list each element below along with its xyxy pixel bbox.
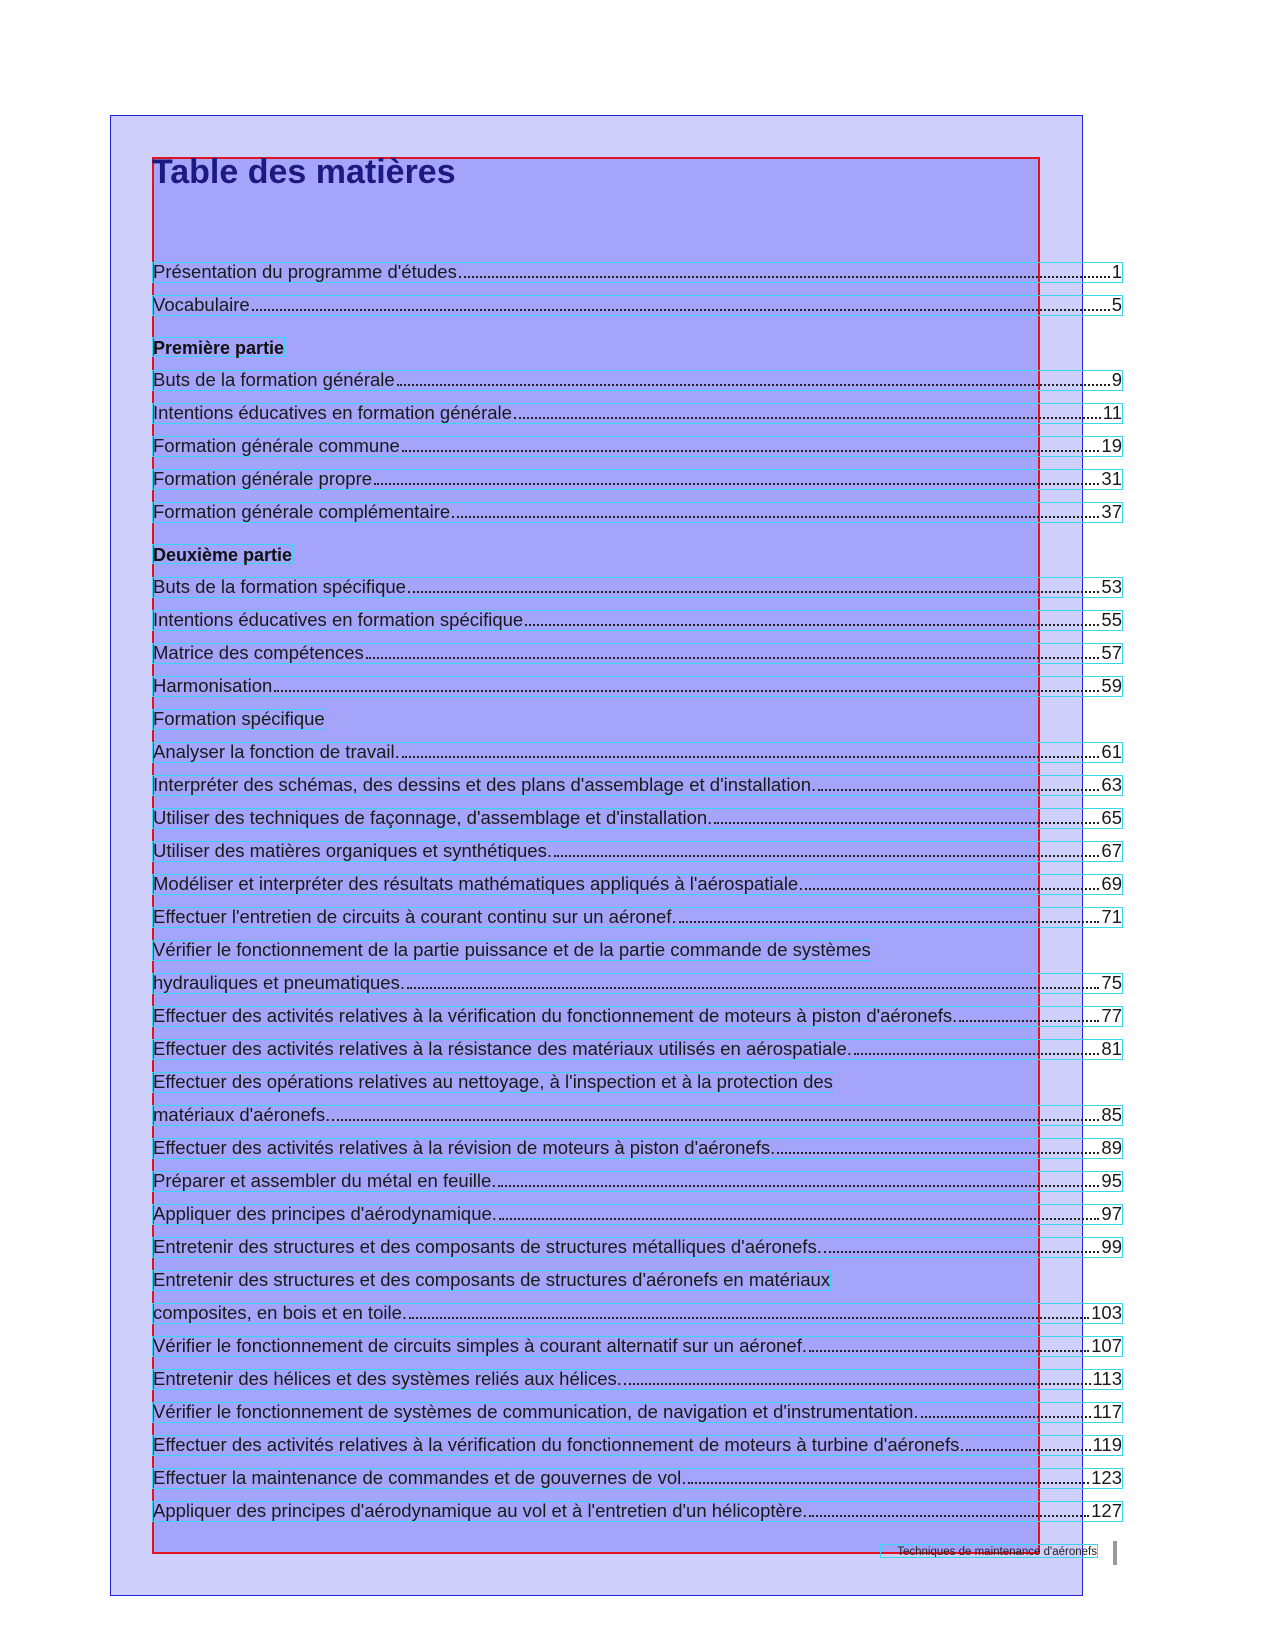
toc-page-number: 123: [1091, 1468, 1122, 1488]
toc-entry[interactable]: [152, 676, 1123, 697]
toc-page-number: 85: [1101, 1105, 1122, 1125]
toc-entry[interactable]: [152, 1171, 1123, 1192]
toc-page-number: 9: [1111, 370, 1122, 390]
toc-page-number: 75: [1101, 973, 1122, 993]
toc-dot-leader: [374, 483, 1099, 485]
toc-dot-leader: [966, 1449, 1090, 1451]
toc-entry-label: Formation générale complémentaire: [153, 502, 451, 522]
toc-entry-label: Utiliser des matières organiques et synthétiques.: [153, 841, 552, 861]
toc-page-number: 89: [1101, 1138, 1122, 1158]
toc-entry[interactable]: [152, 1435, 1123, 1456]
toc-entry-label: composites, en bois et en toile.: [153, 1303, 408, 1323]
toc-dot-leader: [514, 417, 1101, 419]
toc-entry[interactable]: [152, 1039, 1123, 1060]
toc-page-number: 63: [1101, 775, 1122, 795]
toc-page-number: 127: [1091, 1501, 1122, 1521]
toc-entry-label: Utiliser des techniques de façonnage, d'assemblage et d'installation.: [153, 808, 713, 828]
toc-entry-label: Formation générale commune: [153, 436, 400, 456]
toc-entry[interactable]: [152, 502, 1123, 523]
toc-entry[interactable]: [152, 775, 1123, 796]
toc-entry[interactable]: [152, 808, 1123, 829]
toc-entry[interactable]: [152, 1369, 1123, 1390]
toc-entry[interactable]: [152, 436, 1123, 457]
toc-dot-leader: [777, 1152, 1099, 1154]
toc-entry-label: Effectuer des opérations relatives au nettoyage, à l'inspection et à la protection des: [153, 1072, 833, 1092]
footer-document-title: Techniques de maintenance d'aéronefs: [880, 1544, 1098, 1558]
toc-page-number: 31: [1101, 469, 1122, 489]
toc-dot-leader: [402, 756, 1100, 758]
toc-page-number: 1: [1111, 262, 1122, 282]
toc-dot-leader: [809, 1515, 1089, 1517]
toc-page-number: 117: [1092, 1402, 1122, 1422]
toc-page-number: 67: [1101, 841, 1122, 861]
toc-line: [152, 940, 872, 961]
toc-dot-leader: [402, 450, 1100, 452]
toc-dot-leader: [554, 855, 1099, 857]
toc-line: [152, 1270, 831, 1291]
toc-page-number: 65: [1101, 808, 1122, 828]
toc-entry-label: Entretenir des hélices et des systèmes reliés aux hélices.: [153, 1369, 622, 1389]
toc-page-number: 77: [1101, 1006, 1122, 1026]
toc-dot-leader: [818, 789, 1099, 791]
toc-section-heading: Première partie: [153, 338, 285, 358]
toc-page-number: 5: [1111, 295, 1122, 315]
toc-entry-label: Buts de la formation spécifique: [153, 577, 406, 597]
toc-page-number: 81: [1101, 1039, 1122, 1059]
toc-entry[interactable]: [152, 907, 1123, 928]
toc-line: [152, 1072, 834, 1093]
toc-page-number: 69: [1101, 874, 1122, 894]
toc-entry-label: Formation spécifique: [153, 709, 325, 729]
toc-entry[interactable]: [152, 469, 1123, 490]
toc-entry-label: Entretenir des structures et des composants de structures métalliques d'aéronefs.: [153, 1237, 822, 1257]
toc-entry[interactable]: [152, 403, 1123, 424]
toc-entry[interactable]: [152, 370, 1123, 391]
toc-dot-leader: [366, 657, 1100, 659]
toc-entry-label: Formation générale propre: [153, 469, 373, 489]
toc-dot-leader: [854, 1053, 1100, 1055]
toc-page-number: 107: [1091, 1336, 1122, 1356]
toc-dot-leader: [452, 516, 1099, 518]
toc-dot-leader: [624, 1383, 1091, 1385]
toc-entry[interactable]: [152, 577, 1123, 598]
toc-dot-leader: [714, 822, 1099, 824]
toc-entry[interactable]: [152, 1204, 1123, 1225]
toc-dot-leader: [679, 921, 1100, 923]
toc-entry[interactable]: [152, 262, 1123, 283]
toc-page-number: 19: [1101, 436, 1122, 456]
toc-entry[interactable]: [152, 1501, 1123, 1522]
toc-dot-leader: [688, 1482, 1089, 1484]
toc-entry[interactable]: [152, 1336, 1123, 1357]
toc-entry-label: Matrice des compétences: [153, 643, 364, 663]
toc-page-number: 103: [1091, 1303, 1122, 1323]
toc-page-number: 37: [1101, 502, 1122, 522]
toc-page-number: 99: [1101, 1237, 1122, 1257]
toc-entry-label: Effectuer l'entretien de circuits à courant continu sur un aéronef.: [153, 907, 677, 927]
toc-dot-leader: [809, 1350, 1089, 1352]
toc-entry-label: Intentions éducatives en formation générale: [153, 403, 512, 423]
toc-entry[interactable]: [152, 295, 1123, 316]
toc-page-number: 71: [1101, 907, 1122, 927]
toc-entry-label: Harmonisation: [153, 676, 273, 696]
footer-page-marker: [1113, 1541, 1117, 1565]
toc-entry[interactable]: [152, 610, 1123, 631]
toc-entry[interactable]: [152, 973, 1123, 994]
toc-page-number: 113: [1092, 1369, 1122, 1389]
toc-entry-label: Modéliser et interpréter des résultats mathématiques appliqués à l'aérospatiale.: [153, 874, 804, 894]
toc-dot-leader: [397, 384, 1110, 386]
toc-entry-label: Buts de la formation générale: [153, 370, 395, 390]
toc-dot-leader: [459, 276, 1110, 278]
toc-entry-label: Analyser la fonction de travail.: [153, 742, 400, 762]
toc-entry-label: Effectuer des activités relatives à la vérification du fonctionnement de moteurs à turbine d'aéronefs.: [153, 1435, 965, 1455]
toc-dot-leader: [409, 1317, 1089, 1319]
toc-page-number: 57: [1101, 643, 1122, 663]
toc-page-number: 11: [1102, 403, 1122, 423]
toc-page-number: 119: [1092, 1435, 1122, 1455]
toc-entry-label: Présentation du programme d'études: [153, 262, 457, 282]
toc-dot-leader: [332, 1119, 1099, 1121]
toc-entry[interactable]: [152, 1006, 1123, 1027]
toc-entry[interactable]: [152, 1237, 1123, 1258]
toc-entry[interactable]: [152, 1402, 1123, 1423]
toc-entry-label: hydrauliques et pneumatiques.: [153, 973, 405, 993]
toc-dot-leader: [274, 690, 1099, 692]
toc-page-number: 97: [1101, 1204, 1122, 1224]
toc-entry[interactable]: [152, 1303, 1123, 1324]
toc-line: [152, 709, 326, 730]
toc-page-number: 55: [1101, 610, 1122, 630]
toc-entry-label: Préparer et assembler du métal en feuille.: [153, 1171, 497, 1191]
toc-entry-label: Vérifier le fonctionnement de systèmes de communication, de navigation et d'instrumentation.: [153, 1402, 919, 1422]
toc-dot-leader: [407, 987, 1099, 989]
toc-page-number: 53: [1101, 577, 1122, 597]
toc-entry-label: Entretenir des structures et des composants de structures d'aéronefs en matériaux: [153, 1270, 831, 1290]
toc-entry-label: Effectuer des activités relatives à la résistance des matériaux utilisés en aérospatiale.: [153, 1039, 852, 1059]
toc-entry[interactable]: [152, 1138, 1123, 1159]
toc-dot-leader: [525, 624, 1099, 626]
toc-entry[interactable]: [152, 874, 1123, 895]
toc-dot-leader: [498, 1185, 1099, 1187]
toc-dot-leader: [921, 1416, 1091, 1418]
toc-page-number: 61: [1101, 742, 1122, 762]
toc-section-heading: Deuxième partie: [153, 545, 293, 565]
toc-entry[interactable]: [152, 643, 1123, 664]
toc-entry-label: Effectuer la maintenance de commandes et de gouvernes de vol.: [153, 1468, 687, 1488]
toc-entry[interactable]: [152, 742, 1123, 763]
toc-dot-leader: [959, 1020, 1099, 1022]
toc-entry-label: Appliquer des principes d'aérodynamique au vol et à l'entretien d'un hélicoptère.: [153, 1501, 808, 1521]
toc-entry-label: Interpréter des schémas, des dessins et des plans d'assemblage et d'installation.: [153, 775, 817, 795]
toc-entry-label: Intentions éducatives en formation spécifique: [153, 610, 524, 630]
toc-entry-label: Effectuer des activités relatives à la révision de moteurs à piston d'aéronefs.: [153, 1138, 776, 1158]
toc-page-number: 95: [1101, 1171, 1122, 1191]
toc-entry-label: Vérifier le fonctionnement de circuits simples à courant alternatif sur un aéronef.: [153, 1336, 807, 1356]
toc-page-number: 59: [1101, 676, 1122, 696]
toc-entry-label: Appliquer des principes d'aérodynamique.: [153, 1204, 497, 1224]
toc-entry-label: matériaux d'aéronefs.: [153, 1105, 331, 1125]
page-title: Table des matières: [152, 153, 456, 191]
toc-entry[interactable]: [152, 1105, 1123, 1126]
toc-dot-leader: [252, 309, 1110, 311]
toc-dot-leader: [499, 1218, 1099, 1220]
toc-entry-label: Vérifier le fonctionnement de la partie puissance et de la partie commande de systèmes: [153, 940, 871, 960]
toc-entry[interactable]: [152, 841, 1123, 862]
toc-entry-label: Effectuer des activités relatives à la vérification du fonctionnement de moteurs à piston d'aéronefs.: [153, 1006, 958, 1026]
toc-dot-leader: [408, 591, 1099, 593]
toc-entry[interactable]: [152, 1468, 1123, 1489]
toc-dot-leader: [805, 888, 1099, 890]
toc-dot-leader: [824, 1251, 1100, 1253]
toc-entry-label: Vocabulaire: [153, 295, 250, 315]
